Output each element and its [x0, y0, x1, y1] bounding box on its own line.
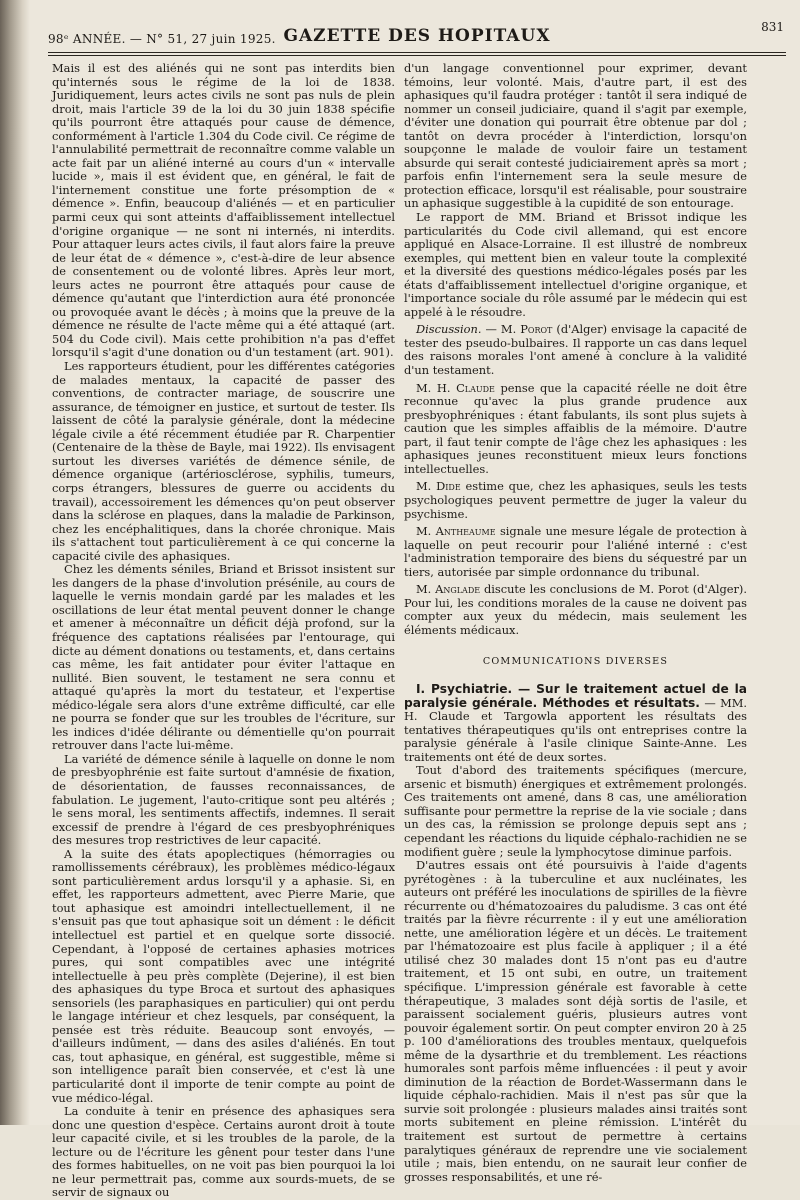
speaker-text: pense que la capacité réelle ne doit être reconnue qu'avec la plus grande prudence aux presbyophréniques : étant fabulants, ils sont plus sujets à caution que les simples affaiblis de la mémoire. D'autre part, il faut tenir compte de l'âge chez les aphasiques : les aphasiques jeunes reconstituent mieux leurs fonctions intellectuelles.	[404, 380, 747, 476]
discussion-paragraph: M. H. Claude pense que la capacité réelle ne doit être reconnue qu'avec la plus grande prudence aux presbyophréniques : étant fabulants, ils sont plus sujets à caution que les simples affaiblis de la mémoire. D'autre part, il faut tenir compte de l'âge chez les aphasiques : les aphasiques jeunes reconstituent mieux leurs fonctions intellectuelles.	[404, 380, 747, 476]
paragraph: Chez les déments séniles, Briand et Brissot insistent sur les dangers de la phase d'involution présénile, au cours de laquelle le vernis mondain gardé par les malades et les oscillations de leur état mental peuvent donner le change et amener à méconnaître un déficit déjà profond, sur la fréquence des captations réalisées par l'entourage, qui dicte au dément donations ou testaments, et, dans certains cas même, les fait antidater pour éviter l'attaque en nullité. Bien souvent, le testament ne sera connu et attaqué qu'après la mort du testateur, et l'expertise médico-légale sera alors d'une extrême difficulté, car elle ne pourra se fonder que sur les troubles de l'écriture, sur les indices d'idée délirante ou démentielle qu'on pourrait retrouver dans l'acte lui-même.	[52, 562, 395, 753]
speaker-text: (d'Alger) envisage la capacité de tester des pseudo-bulbaires. Il rapporte un cas dans lequel des raisons morales l'ont amené à conclure à la validité d'un testament.	[404, 322, 747, 378]
paragraph: Le rapport de MM. Briand et Brissot indique les particularités du Code civil allemand, qui est encore appliqué en Alsace-Lorraine. Il est illustré de nombreux exemples, qui mettent bien en valeur toute la complexité et la diversité des questions médico-légales posés par les états d'affaiblissement intellectuel d'origine organique, et l'importance sociale du rôle assumé par le médecin qui est appelé à le résoudre.	[404, 210, 747, 319]
communication-text: apportent les résultats des tentatives thérapeutiques qu'ils ont entreprises contre la paralysie générale à l'asile clinique Sainte-Anne. Les traitements ont été de deux sortes.	[404, 709, 747, 764]
issue-info: 98ᵉ ANNÉE. — N° 51, 27 juin 1925.	[48, 32, 276, 46]
speaker-text: discute les conclusions de M. Porot (d'Alger). Pour lui, les conditions morales de la cause ne doivent pas compter aux yeux du médecin, mais seulement les éléments médicaux.	[404, 582, 748, 637]
speaker-name: Porot	[520, 322, 553, 337]
page-header	[48, 18, 786, 48]
header-rule	[48, 52, 786, 53]
speaker-text: estime que, chez les aphasiques, seuls les tests psychologiques peuvent permettre de juger la valeur du psychisme.	[404, 479, 748, 521]
discussion-paragraph: M. Anglade discute les conclusions de M. Porot (d'Alger). Pour lui, les conditions morales de la cause ne doivent pas compter aux yeux du médecin, mais seulement les éléments médicaux.	[404, 582, 748, 637]
discussion-label: Discussion.	[416, 322, 482, 337]
journal-title: GAZETTE DES HOPITAUX	[283, 26, 551, 46]
page-number: 831	[761, 20, 784, 34]
header-rule-2	[48, 55, 786, 56]
right-column	[404, 62, 747, 1184]
paragraph: d'un langage conventionnel pour exprimer, devant témoins, leur volonté. Mais, d'autre part, il est des aphasiques qu'il faudra protéger : tantôt il sera indiqué de nommer un conseil judiciaire, quand il s'agit par exemple, d'éviter une donation qui pourrait être obtenue par dol ; tantôt on devra procéder à l'interdiction, lorsqu'on soupçonne le malade de vouloir faire un testament absurde qui serait contesté judiciairement après sa mort ; parfois enfin l'internement sera la seule mesure de protection efficace, lorsqu'il est réalisable, pour soustraire un aphasique suggestible à la cupidité de son entourage.	[404, 61, 747, 211]
paragraph: A la suite des états apoplectiques (hémorragies ou ramollissements cérébraux), les problèmes médico-légaux sont particulièrement ardus lorsqu'il y a aphasie. Si, en effet, les rapporteurs admettent, avec Pierre Marie, que tout aphasique est amoindri intellectuellement, il ne s'ensuit pas que tout aphasique soit un dément : le déficit intellectuel est partiel et en quelque sorte dissocié. Cependant, à l'opposé de certaines aphasies motrices pures, qui sont compatibles avec une intégrité intellectuelle à peu près complète (Dejerine), il est bien des aphasiques du type Broca et surtout des aphasiques sensoriels (les paraphasiques en particulier) qui ont perdu le langage intérieur et chez lesquels, par conséquent, la pensée est très réduite. Beaucoup sont envoyés, — d'ailleurs indûment, — dans des asiles d'aliénés. En tout cas, tout aphasique, en général, est suggestible, même si son intelligence paraît bien conservée, et c'est là une particularité dont il importe de tenir compte au point de vue médico-légal.	[52, 846, 395, 1105]
paragraph: Les rapporteurs étudient, pour les différentes catégories de malades mentaux, la capacité de passer des conventions, de contracter mariage, de souscrire une assurance, de témoigner en justice, et surtout de tester. Ils laissent de côté la paralysie générale, dont la médecine légale civile a été récemment étudiée par R. Charpentier (Centenaire de la thèse de Bayle, mai 1922). Ils envisagent surtout les diverses variétés de démence sénile, de démence organique (artériosclérose, syphilis, tumeurs, corps étrangers, blessures de guerre ou accidents du travail), accessoirement les démences qu'on peut observer dans la sclérose en plaques, dans la maladie de Parkinson, chez les encéphalitiques, dans la chorée chronique. Mais ils s'attachent tout particulièrement à ce qui concerne la capacité civile des aphasiques.	[52, 359, 395, 563]
discussion-paragraph: M. Dide estime que, chez les aphasiques, seuls les tests psychologiques peuvent permettre de juger la valeur du psychisme.	[404, 479, 748, 521]
left-column	[52, 62, 395, 1200]
paragraph: La variété de démence sénile à laquelle on donne le nom de presbyophrénie est faite surtout d'amnésie de fixation, de désorientation, de fausses reconnaissances, de fabulation. Le jugement, l'auto-critique sont peu altérés ; le sens moral, les sentiments affectifs, indemnes. Il serait excessif de prendre à l'égard de ces presbyophréniques des mesures trop restrictives de leur capacité.	[52, 751, 395, 848]
speaker-text: signale une mesure légale de protection à laquelle on peut recourir pour l'aliéné interné : c'est l'administration temporaire des biens du séquestré par un tiers, autorisée par simple ordonnance du tribunal.	[404, 524, 748, 579]
speaker-name: Dide	[436, 479, 461, 494]
communication-authors: — MM. H. Claude et Targowla	[404, 695, 748, 724]
communication-paragraph	[404, 683, 747, 764]
paragraph: Mais il est des aliénés qui ne sont pas interdits bien qu'internés sous le régime de la loi de 1838. Juridiquement, leurs actes civils ne sont pas nuls de plein droit, mais l'article 39 de la loi du 30 juin 1838 spécifie qu'ils pourront être attaqués pour cause de démence, conformément à l'article 1.304 du Code civil. Ce régime de l'annulabilité permettrait de reconnaître comme valable un acte fait par un aliéné interné au cours d'un « intervalle lucide », mais il est évident que, en général, le fait de l'internement constitue une forte présomption de « démence ». Enfin, beaucoup d'aliénés — et en particulier parmi ceux qui sont atteints d'affaiblissement intellectuel d'origine organique — ne sont ni internés, ni interdits. Pour attaquer leurs actes civils, il faut alors faire la preuve de leur état de « démence », c'est-à-dire de leur absence de consentement ou de volonté libres. Après leur mort, leurs actes ne pourront être attaqués pour cause de démence qu'autant que l'interdiction aura été prononcée ou provoquée avant le décès ; à moins que la preuve de la démence ne résulte de l'acte même qui a été attaqué (art. 504 du Code civil). Mais cette prohibition n'a pas d'effet lorsqu'il s'agit d'une donation ou d'un testament (art. 901).	[52, 61, 395, 360]
binding-shadow	[0, 0, 30, 1125]
paragraph: D'autres essais ont été poursuivis à l'aide d'agents pyrétogènes : à la tuberculine et aux nucléinates, les auteurs ont préféré les inoculations de spirilles de la fièvre récurrente ou d'hématozoaires du paludisme. 3 cas ont été traités par la fièvre récurrente : il y eut une amélioration nette, une amélioration légère et un décès. Le traitement par l'hématozoaire est plus facile à appliquer ; il a été utilisé chez 30 malades dont 15 n'ont pas eu d'autre traitement, et 15 ont subi, en outre, un traitement spécifique. L'impression générale est favorable à cette thérapeutique, 3 malades sont déjà sortis de l'asile, et paraissent socialement guéris, plusieurs autres vont pouvoir également sortir. On peut compter environ 20 à 25 p. 100 d'améliorations des troubles mentaux, quelquefois même de la dysarthrie et du tremblement. Les réactions humorales sont parfois même influencées : il peut y avoir diminution de la réaction de Bordet-Wassermann dans le liquide céphalo-rachidien. Mais il n'est pas sûr que la survie soit prolongée : plusieurs malades ainsi traités sont morts subitement en pleine rémission. L'intérêt du traitement est surtout de permettre à certains paralytiques généraux de reprendre une vie socialement utile ; mais, bien entendu, on ne saurait leur confier de grosses responsabilités, et une ré-	[404, 858, 747, 1184]
section-heading: COMMUNICATIONS DIVERSES	[482, 656, 669, 668]
discussion-paragraph: Discussion. — M. Porot (d'Alger) envisage la capacité de tester des pseudo-bulbaires. Il rapporte un cas dans lequel des raisons morales l'ont amené à conclure à la validité d'un testament.	[404, 322, 747, 378]
paragraph: La conduite à tenir en présence des aphasiques sera donc une question d'espèce. Certains auront droit à toute leur capacité civile, et si les troubles de la parole, de la lecture ou de l'écriture les gênent pour tester dans l'une des formes habituelles, on ne voit pas bien pourquoi la loi ne leur permettrait pas, comme aux sourds-muets, de se servir de signaux ou	[52, 1104, 395, 1200]
speaker-name: Antheaume	[435, 524, 496, 539]
speaker-name: H. Claude	[436, 380, 495, 395]
paragraph: Tout d'abord des traitements spécifiques (mercure, arsenic et bismuth) énergiques et extrêmement prolongés. Ces traitements ont amené, dans 8 cas, une amélioration suffisante pour permettre la reprise de la vie sociale ; dans un des cas, la rémission se prolonge depuis sept ans ; cependant les réactions du liquide céphalo-rachidien ne se modifient guère ; seule la lymphocytose diminue parfois.	[404, 763, 747, 859]
discussion-paragraph: M. Antheaume signale une mesure légale de protection à laquelle on peut recourir pour l'aliéné interné : c'est l'administration temporaire des biens du séquestré par un tiers, autorisée par simple ordonnance du tribunal.	[404, 524, 748, 579]
speaker-name: Anglade	[435, 582, 481, 597]
communication-title: I. Psychiatrie. — Sur le traitement actuel de la paralysie générale. Méthodes et résultats.	[404, 681, 747, 710]
